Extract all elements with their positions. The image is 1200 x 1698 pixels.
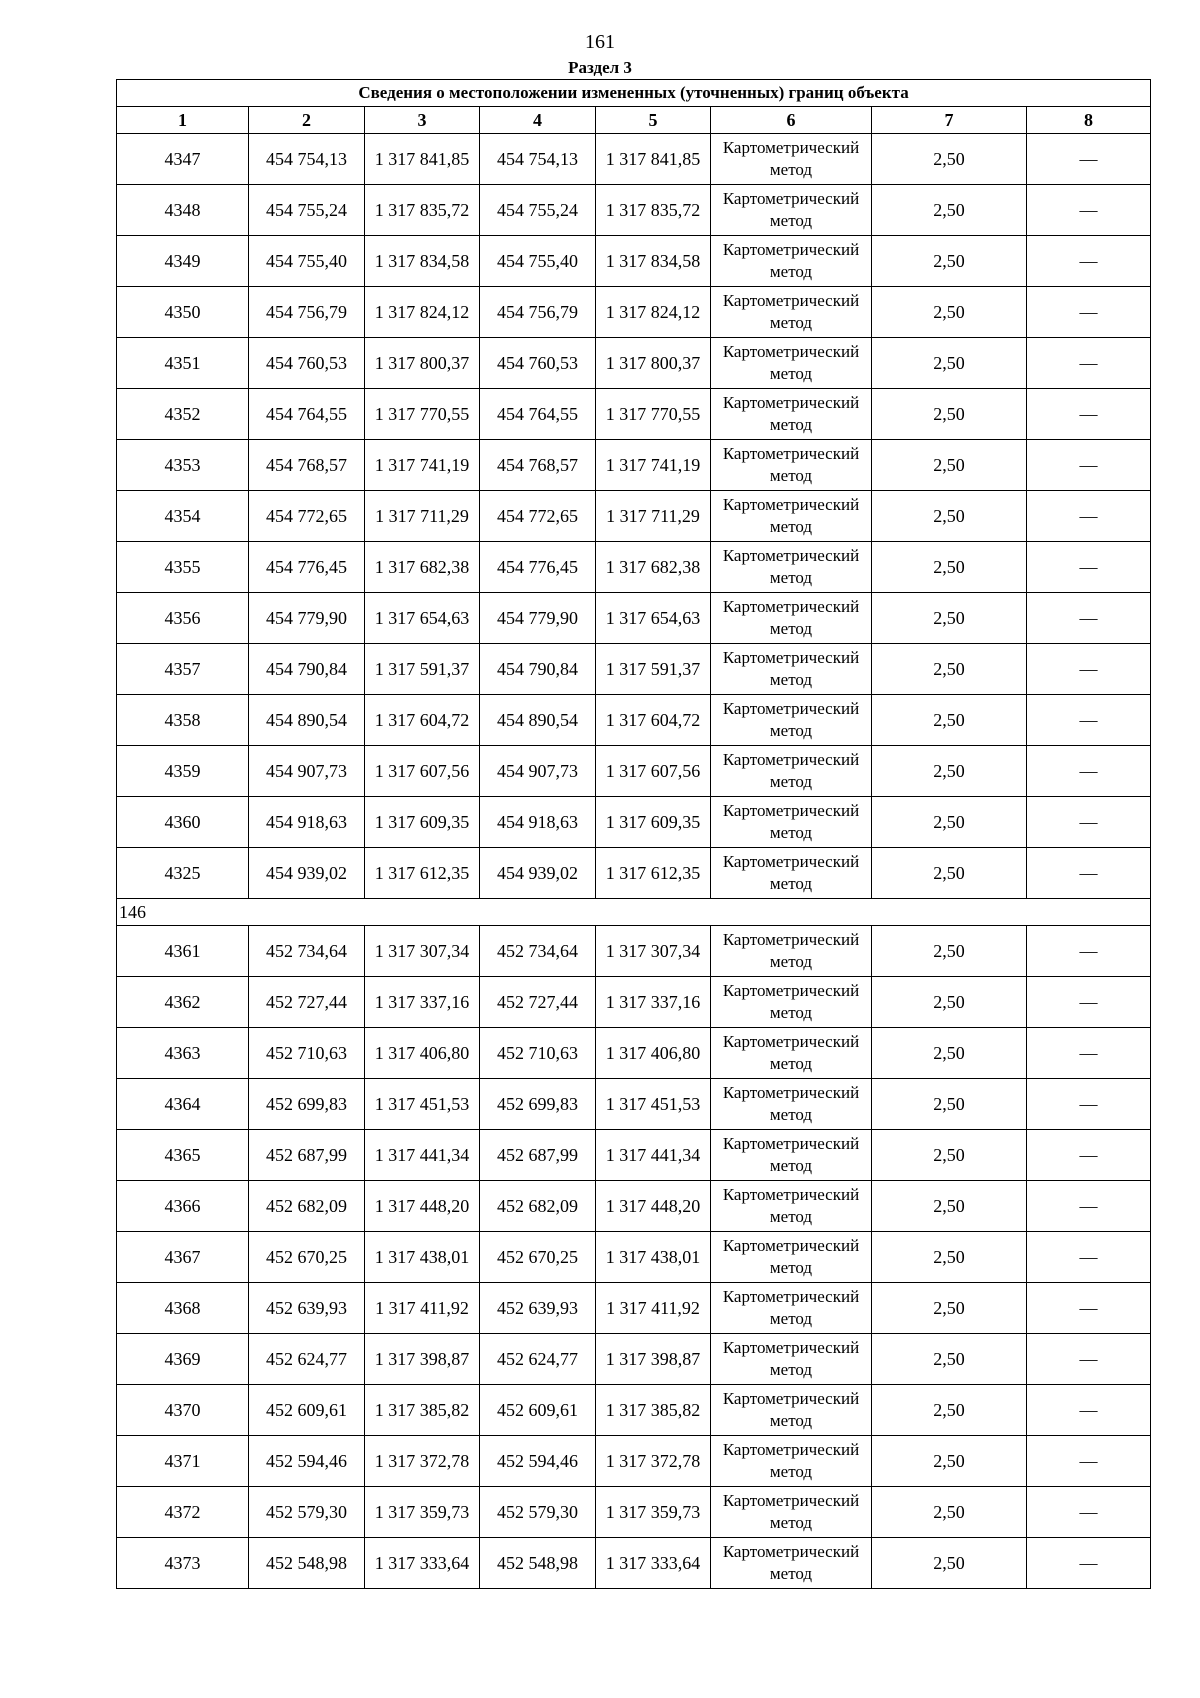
table-cell: 452 734,64	[480, 926, 596, 977]
table-cell: 454 939,02	[249, 848, 365, 899]
table-cell: 454 772,65	[249, 491, 365, 542]
table-cell: —	[1027, 134, 1151, 185]
column-header: 7	[872, 107, 1027, 134]
table-cell: 452 699,83	[249, 1079, 365, 1130]
table-cell: 1 317 604,72	[596, 695, 711, 746]
table-cell: —	[1027, 746, 1151, 797]
table-cell: 4370	[117, 1385, 249, 1436]
table-cell: 1 317 411,92	[596, 1283, 711, 1334]
table-row	[117, 1436, 1151, 1487]
table-cell: —	[1027, 1079, 1151, 1130]
table-cell: 1 317 835,72	[596, 185, 711, 236]
table-cell: —	[1027, 1487, 1151, 1538]
table-cell: 1 317 834,58	[365, 236, 480, 287]
table-cell: 1 317 398,87	[365, 1334, 480, 1385]
table-cell: Картометрический метод	[711, 1181, 872, 1232]
table-cell: 1 317 333,64	[365, 1538, 480, 1589]
table-cell: 454 768,57	[480, 440, 596, 491]
table-cell: 1 317 834,58	[596, 236, 711, 287]
table-row	[117, 695, 1151, 746]
table-cell: Картометрический метод	[711, 1079, 872, 1130]
table-row	[117, 848, 1151, 899]
table-row	[117, 1130, 1151, 1181]
table-cell: —	[1027, 389, 1151, 440]
section-title: Раздел 3	[568, 58, 632, 77]
table-cell: 454 939,02	[480, 848, 596, 899]
table-row	[117, 1385, 1151, 1436]
table-cell: 452 639,93	[480, 1283, 596, 1334]
table-cell: 1 317 307,34	[365, 926, 480, 977]
table-cell: Картометрический метод	[711, 1487, 872, 1538]
table-cell: 1 317 359,73	[596, 1487, 711, 1538]
table-cell: 454 754,13	[249, 134, 365, 185]
table-cell: 4373	[117, 1538, 249, 1589]
table-cell: —	[1027, 542, 1151, 593]
column-header: 6	[711, 107, 872, 134]
table-row	[117, 287, 1151, 338]
table-cell: —	[1027, 644, 1151, 695]
table-cell: 452 609,61	[249, 1385, 365, 1436]
table-cell: 1 317 741,19	[365, 440, 480, 491]
table-cell: 454 790,84	[480, 644, 596, 695]
table-cell: Картометрический метод	[711, 1538, 872, 1589]
table-cell: Картометрический метод	[711, 1028, 872, 1079]
table-cell: —	[1027, 1283, 1151, 1334]
table-cell: 1 317 741,19	[596, 440, 711, 491]
table-cell: —	[1027, 1181, 1151, 1232]
table-cell: 452 734,64	[249, 926, 365, 977]
table-row	[117, 926, 1151, 977]
table-cell: 452 670,25	[249, 1232, 365, 1283]
table-cell: 4361	[117, 926, 249, 977]
table-cell: 4352	[117, 389, 249, 440]
table-cell: 1 317 385,82	[596, 1385, 711, 1436]
table-row	[117, 593, 1151, 644]
table-row	[117, 491, 1151, 542]
table-cell: 4362	[117, 977, 249, 1028]
table-body	[117, 134, 1151, 1589]
table-cell: 1 317 411,92	[365, 1283, 480, 1334]
table-cell: 4357	[117, 644, 249, 695]
table-cell: 1 317 824,12	[596, 287, 711, 338]
table-cell: 1 317 438,01	[596, 1232, 711, 1283]
table-cell: 4351	[117, 338, 249, 389]
table-cell: 454 768,57	[249, 440, 365, 491]
table-cell: —	[1027, 926, 1151, 977]
table-cell: 4372	[117, 1487, 249, 1538]
table-cell: —	[1027, 977, 1151, 1028]
table-cell: 4354	[117, 491, 249, 542]
table-cell: Картометрический метод	[711, 287, 872, 338]
table-cell: 1 317 612,35	[365, 848, 480, 899]
table-cell: 2,50	[872, 1538, 1027, 1589]
table-row	[117, 338, 1151, 389]
table-cell: 452 548,98	[249, 1538, 365, 1589]
table-cell: 1 317 441,34	[365, 1130, 480, 1181]
table-cell: 2,50	[872, 1283, 1027, 1334]
table-cell: Картометрический метод	[711, 491, 872, 542]
table-cell: 4355	[117, 542, 249, 593]
table-cell: 1 317 841,85	[596, 134, 711, 185]
table-cell: Картометрический метод	[711, 695, 872, 746]
table-cell: Картометрический метод	[711, 185, 872, 236]
table-cell: 454 779,90	[480, 593, 596, 644]
table-cell: —	[1027, 1385, 1151, 1436]
table-cell: 454 755,40	[480, 236, 596, 287]
table-cell: 2,50	[872, 1334, 1027, 1385]
table-cell: —	[1027, 440, 1151, 491]
table-cell: 454 918,63	[480, 797, 596, 848]
table-cell: —	[1027, 236, 1151, 287]
table-cell: 2,50	[872, 746, 1027, 797]
table-cell: 2,50	[872, 695, 1027, 746]
table-cell: 1 317 307,34	[596, 926, 711, 977]
table-row	[117, 1232, 1151, 1283]
table-row	[117, 1079, 1151, 1130]
table-cell: 4353	[117, 440, 249, 491]
table-cell: Картометрический метод	[711, 1130, 872, 1181]
column-header: 8	[1027, 107, 1151, 134]
table-cell: 2,50	[872, 1181, 1027, 1232]
table-row	[117, 797, 1151, 848]
table-cell: 452 670,25	[480, 1232, 596, 1283]
table-cell: 2,50	[872, 185, 1027, 236]
table-cell: 4350	[117, 287, 249, 338]
table-cell: 2,50	[872, 287, 1027, 338]
table-cell: 1 317 711,29	[365, 491, 480, 542]
table-cell: 1 317 372,78	[365, 1436, 480, 1487]
table-cell: 1 317 337,16	[365, 977, 480, 1028]
group-label: 146	[117, 899, 1151, 926]
table-cell: 454 772,65	[480, 491, 596, 542]
table-cell: 2,50	[872, 1487, 1027, 1538]
table-cell: —	[1027, 1538, 1151, 1589]
table-cell: 454 890,54	[480, 695, 596, 746]
table-cell: Картометрический метод	[711, 1334, 872, 1385]
table-cell: 2,50	[872, 644, 1027, 695]
table-cell: —	[1027, 185, 1151, 236]
table-cell: 452 594,46	[480, 1436, 596, 1487]
table-caption: Сведения о местоположении измененных (уточненных) границ объекта	[117, 80, 1151, 107]
table-cell: 2,50	[872, 1232, 1027, 1283]
table-cell: Картометрический метод	[711, 977, 872, 1028]
table-cell: 4325	[117, 848, 249, 899]
table-cell: —	[1027, 338, 1151, 389]
table-cell: 452 624,77	[249, 1334, 365, 1385]
table-cell: Картометрический метод	[711, 926, 872, 977]
table-cell: 4367	[117, 1232, 249, 1283]
table-cell: 4368	[117, 1283, 249, 1334]
table-row	[117, 542, 1151, 593]
table-cell: 454 907,73	[480, 746, 596, 797]
table-cell: 454 755,24	[480, 185, 596, 236]
table-cell: 4363	[117, 1028, 249, 1079]
table-cell: 1 317 591,37	[365, 644, 480, 695]
column-header: 3	[365, 107, 480, 134]
table-cell: —	[1027, 848, 1151, 899]
table-row	[117, 236, 1151, 287]
table-cell: 4359	[117, 746, 249, 797]
table-row	[117, 746, 1151, 797]
table-cell: 1 317 359,73	[365, 1487, 480, 1538]
table-cell: 454 756,79	[249, 287, 365, 338]
table-row	[117, 1283, 1151, 1334]
table-cell: 1 317 451,53	[365, 1079, 480, 1130]
page-number: 161	[585, 31, 615, 53]
table-cell: 1 317 607,56	[596, 746, 711, 797]
table-cell: 454 779,90	[249, 593, 365, 644]
table-cell: Картометрический метод	[711, 797, 872, 848]
table-cell: 1 317 385,82	[365, 1385, 480, 1436]
table-cell: 2,50	[872, 977, 1027, 1028]
table-cell: —	[1027, 1028, 1151, 1079]
table-cell: 2,50	[872, 236, 1027, 287]
table-cell: 1 317 604,72	[365, 695, 480, 746]
column-header: 1	[117, 107, 249, 134]
table-cell: 2,50	[872, 1436, 1027, 1487]
table-cell: —	[1027, 287, 1151, 338]
table-row	[117, 1028, 1151, 1079]
table-cell: 2,50	[872, 848, 1027, 899]
table-cell: 1 317 824,12	[365, 287, 480, 338]
group-row	[117, 899, 1151, 926]
table-cell: 454 756,79	[480, 287, 596, 338]
table-cell: 1 317 654,63	[596, 593, 711, 644]
table-cell: 1 317 609,35	[596, 797, 711, 848]
table-cell: —	[1027, 593, 1151, 644]
table-cell: Картометрический метод	[711, 593, 872, 644]
table-cell: 4365	[117, 1130, 249, 1181]
table-row	[117, 644, 1151, 695]
table-row	[117, 1181, 1151, 1232]
table-cell: —	[1027, 1436, 1151, 1487]
table-cell: 452 579,30	[480, 1487, 596, 1538]
table-cell: 2,50	[872, 389, 1027, 440]
table-cell: 1 317 841,85	[365, 134, 480, 185]
table-cell: 452 609,61	[480, 1385, 596, 1436]
table-cell: 452 682,09	[480, 1181, 596, 1232]
table-cell: 454 907,73	[249, 746, 365, 797]
table-cell: 2,50	[872, 134, 1027, 185]
table-cell: Картометрический метод	[711, 440, 872, 491]
table-cell: 2,50	[872, 1079, 1027, 1130]
table-cell: Картометрический метод	[711, 1436, 872, 1487]
table-cell: 1 317 591,37	[596, 644, 711, 695]
table-cell: Картометрический метод	[711, 236, 872, 287]
table-cell: 452 548,98	[480, 1538, 596, 1589]
column-header: 2	[249, 107, 365, 134]
table-cell: 1 317 441,34	[596, 1130, 711, 1181]
table-cell: 1 317 333,64	[596, 1538, 711, 1589]
table-cell: 2,50	[872, 1385, 1027, 1436]
table-cell: 1 317 770,55	[365, 389, 480, 440]
table-cell: 454 764,55	[480, 389, 596, 440]
table-cell: 1 317 682,38	[365, 542, 480, 593]
table-cell: —	[1027, 491, 1151, 542]
table-cell: 452 687,99	[480, 1130, 596, 1181]
table-cell: 1 317 612,35	[596, 848, 711, 899]
table-cell: 4358	[117, 695, 249, 746]
table-cell: 454 760,53	[249, 338, 365, 389]
table-row	[117, 977, 1151, 1028]
table-cell: 4348	[117, 185, 249, 236]
table-row	[117, 1487, 1151, 1538]
table-cell: 454 755,24	[249, 185, 365, 236]
column-header-row	[117, 107, 1151, 134]
table-cell: Картометрический метод	[711, 848, 872, 899]
table-cell: 2,50	[872, 1028, 1027, 1079]
table-cell: 454 764,55	[249, 389, 365, 440]
table-cell: 1 317 448,20	[365, 1181, 480, 1232]
table-row	[117, 1538, 1151, 1589]
table-cell: 452 710,63	[249, 1028, 365, 1079]
table-cell: 1 317 654,63	[365, 593, 480, 644]
table-cell: 452 579,30	[249, 1487, 365, 1538]
table-cell: 4347	[117, 134, 249, 185]
table-row	[117, 185, 1151, 236]
column-header: 4	[480, 107, 596, 134]
table-cell: 4366	[117, 1181, 249, 1232]
table-cell: 452 727,44	[249, 977, 365, 1028]
table-cell: 1 317 800,37	[596, 338, 711, 389]
table-cell: 4371	[117, 1436, 249, 1487]
table-cell: 1 317 607,56	[365, 746, 480, 797]
table-cell: —	[1027, 1334, 1151, 1385]
table-cell: 452 727,44	[480, 977, 596, 1028]
table-cell: Картометрический метод	[711, 338, 872, 389]
table-row	[117, 134, 1151, 185]
table-cell: 452 624,77	[480, 1334, 596, 1385]
table-cell: 454 755,40	[249, 236, 365, 287]
table-cell: 4356	[117, 593, 249, 644]
table-cell: 2,50	[872, 593, 1027, 644]
table-cell: —	[1027, 695, 1151, 746]
table-cell: 454 790,84	[249, 644, 365, 695]
table-cell: 454 776,45	[480, 542, 596, 593]
table-cell: 454 754,13	[480, 134, 596, 185]
table-cell: 1 317 682,38	[596, 542, 711, 593]
table-cell: 1 317 800,37	[365, 338, 480, 389]
table-cell: 452 687,99	[249, 1130, 365, 1181]
column-header: 5	[596, 107, 711, 134]
table-cell: 1 317 770,55	[596, 389, 711, 440]
table-cell: 452 594,46	[249, 1436, 365, 1487]
table-cell: 4364	[117, 1079, 249, 1130]
table-cell: Картометрический метод	[711, 542, 872, 593]
table-cell: Картометрический метод	[711, 746, 872, 797]
table-row	[117, 389, 1151, 440]
table-cell: —	[1027, 797, 1151, 848]
table-cell: 1 317 609,35	[365, 797, 480, 848]
coordinates-table	[116, 79, 1151, 1589]
table-cell: 1 317 451,53	[596, 1079, 711, 1130]
table-cell: 4360	[117, 797, 249, 848]
table-row	[117, 440, 1151, 491]
table-cell: Картометрический метод	[711, 1232, 872, 1283]
table-cell: 452 699,83	[480, 1079, 596, 1130]
table-cell: 1 317 835,72	[365, 185, 480, 236]
table-cell: —	[1027, 1130, 1151, 1181]
table-cell: Картометрический метод	[711, 1283, 872, 1334]
table-cell: Картометрический метод	[711, 1385, 872, 1436]
table-cell: 1 317 337,16	[596, 977, 711, 1028]
table-cell: Картометрический метод	[711, 134, 872, 185]
table-cell: 454 776,45	[249, 542, 365, 593]
table-cell: 2,50	[872, 338, 1027, 389]
table-cell: 2,50	[872, 797, 1027, 848]
table-cell: 4349	[117, 236, 249, 287]
table-cell: 1 317 406,80	[596, 1028, 711, 1079]
table-cell: 2,50	[872, 491, 1027, 542]
table-cell: 1 317 438,01	[365, 1232, 480, 1283]
table-cell: 1 317 406,80	[365, 1028, 480, 1079]
table-cell: 1 317 398,87	[596, 1334, 711, 1385]
table-cell: 2,50	[872, 542, 1027, 593]
table-cell: 2,50	[872, 1130, 1027, 1181]
table-cell: 4369	[117, 1334, 249, 1385]
table-cell: 452 639,93	[249, 1283, 365, 1334]
table-cell: 454 760,53	[480, 338, 596, 389]
table-cell: 2,50	[872, 440, 1027, 491]
table-cell: 2,50	[872, 926, 1027, 977]
table-caption-row	[117, 80, 1151, 107]
table-cell: 452 682,09	[249, 1181, 365, 1232]
table-cell: 454 918,63	[249, 797, 365, 848]
table-cell: Картометрический метод	[711, 389, 872, 440]
table-cell: 1 317 711,29	[596, 491, 711, 542]
table-cell: 454 890,54	[249, 695, 365, 746]
table-row	[117, 1334, 1151, 1385]
table-cell: Картометрический метод	[711, 644, 872, 695]
table-cell: 452 710,63	[480, 1028, 596, 1079]
table-cell: 1 317 448,20	[596, 1181, 711, 1232]
table-cell: —	[1027, 1232, 1151, 1283]
table-cell: 1 317 372,78	[596, 1436, 711, 1487]
